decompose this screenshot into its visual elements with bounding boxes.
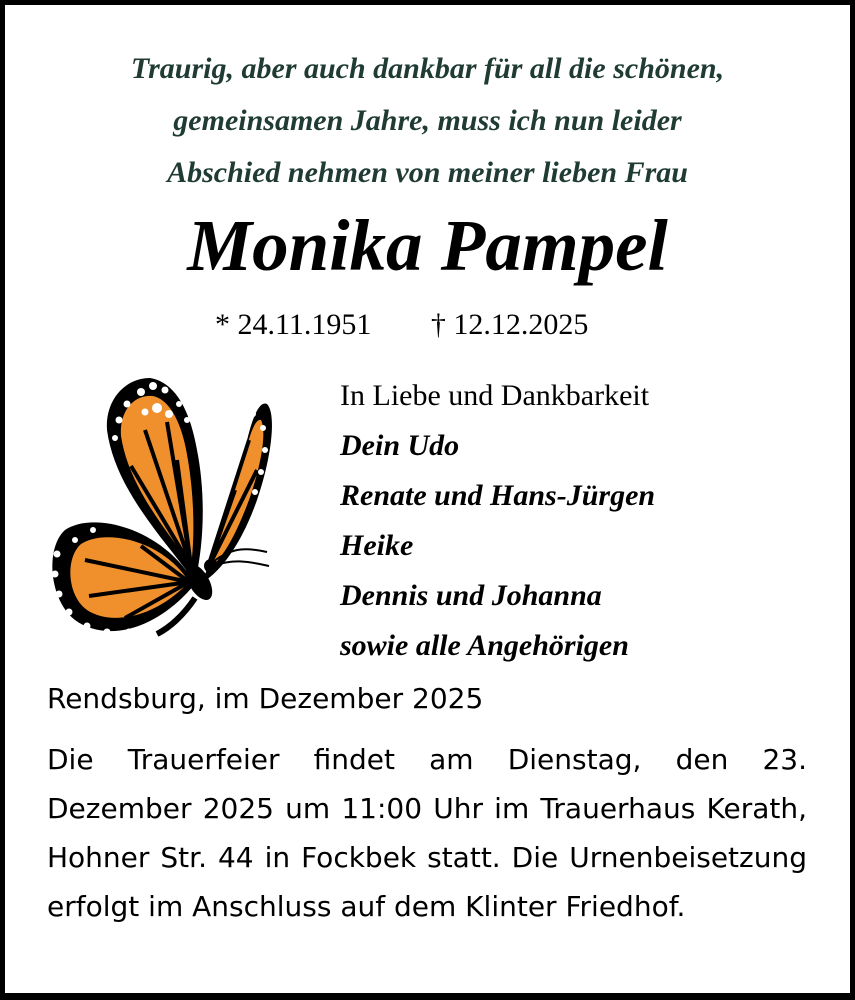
service-notice: Die Trauerfeier findet am Dienstag, den 23. Dezember 2025 um 11:00 Uhr im Trauerhaus Kerath, Hohner Str. 44 in Fockbek statt. Die Urnenbeisetzung erfolgt im Anschluss auf dem Klinter Friedhof.	[47, 743, 807, 923]
birth-date: * 24.11.1951	[215, 308, 372, 341]
notice-card	[5, 5, 850, 993]
mourner-name: Renate und Hans-Jürgen	[340, 479, 656, 512]
place-and-date: Rendsburg, im Dezember 2025	[47, 682, 484, 715]
intro-line: gemeinsamen Jahre, muss ich nun leider	[173, 104, 682, 137]
deceased-name: Monika Pampel	[187, 205, 668, 286]
intro-text	[5, 43, 850, 199]
mourner-name: Dein Udo	[340, 429, 460, 462]
mourner-name: Dennis und Johanna	[340, 579, 602, 612]
mourner-name: sowie alle Angehörigen	[340, 629, 629, 662]
mourner-name: Heike	[340, 529, 414, 562]
intro-line: Traurig, aber auch dankbar für all die schönen,	[130, 52, 725, 85]
signoff-block	[340, 371, 655, 671]
monarch-butterfly-icon	[45, 370, 277, 642]
death-date: † 12.12.2025	[430, 308, 589, 341]
closing-line: In Liebe und Dankbarkeit	[340, 379, 650, 412]
intro-line: Abschied nehmen von meiner lieben Frau	[167, 156, 688, 189]
life-dates	[215, 305, 588, 345]
